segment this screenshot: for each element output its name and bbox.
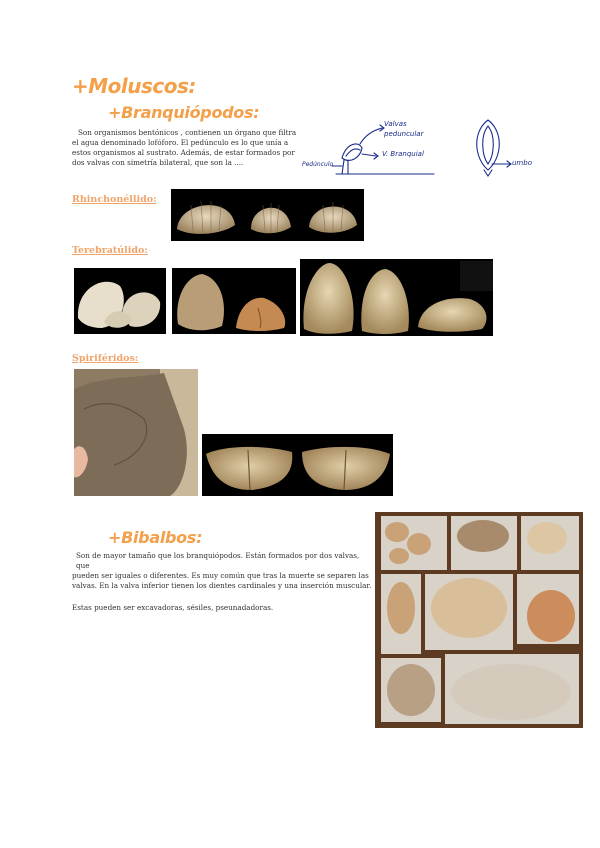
section-spiriferidos: Spiriféridos: [72,353,139,364]
text-line: Son organismos bentónicos , contienen un órgano que filtra [78,128,297,137]
page-title: +Moluscos: [72,74,196,98]
text-line: Estas pueden ser excavadoras, sésiles, pseunadadoras. [72,603,274,612]
bivalves-photo [375,512,583,728]
text-line: pueden ser iguales o diferentes. Es muy común que tras la muerte se separen las [72,571,369,580]
sketch-drawing [302,118,552,180]
spiriferidos-photo-2 [202,434,393,496]
section-rhinchonellido: Rhinchonéllido: [72,194,157,205]
text-line: dos valvas con simetría bilateral, que son la .... [72,158,244,167]
brachiopods-heading: +Branquiópodos: [108,103,260,122]
section-terebratulido: Terebratúlido: [72,245,148,256]
bivalves-heading: +Bibalbos: [108,528,203,547]
brachiopod-sketch [302,118,552,180]
spiriferidos-photo-1 [74,369,198,496]
terebratulido-photo-3 [300,259,493,336]
text-line: estos organismos al sustrato. Además, de estar formados por [72,148,295,157]
text-line: valvas. En la valva inferior tienen los dientes cardinales y una inserción muscular. [72,581,372,590]
label-pedunculo: Pedúnculo [302,161,334,168]
bivalves-paragraph [72,551,372,613]
label-branquial: V. Branquial [382,150,424,158]
label-umbo: umbo [512,159,532,167]
text-line: Son de mayor tamaño que los branquiópodos. Están formados por dos valvas, que [76,551,360,570]
label-peduncular: peduncular [384,130,424,138]
label-valvas: Valvas [384,120,407,128]
terebratulido-photo-2 [172,268,296,334]
text-line: el agua denominado lofóforo. El pedúnculo es lo que unía a [72,138,289,147]
terebratulido-photo-1 [74,268,166,334]
rhinchonellido-photo [171,189,364,241]
brachiopods-paragraph [72,128,302,168]
